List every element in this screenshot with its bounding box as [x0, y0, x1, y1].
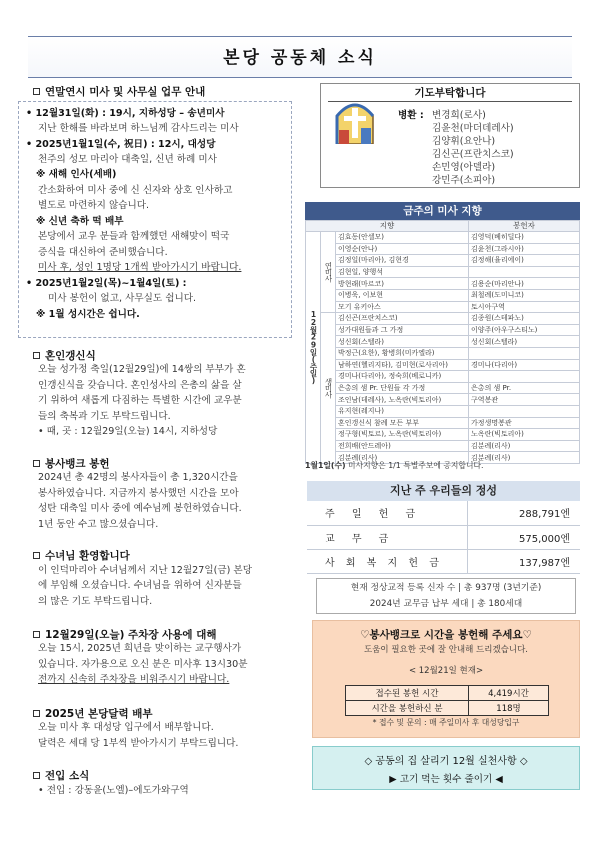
table-row — [307, 525, 580, 549]
table-row — [306, 347, 580, 359]
prayer-name: 김윤천(마더데레사) — [432, 123, 514, 134]
square-bullet-icon — [33, 710, 40, 717]
text-line: 오늘 미사 후 대성당 입구에서 배부합니다. — [38, 722, 214, 733]
column-header: 지향 — [306, 221, 469, 232]
table-row — [306, 255, 580, 267]
text-line: 전까지 신속히 주차장을 비워주시기 바랍니다. — [38, 674, 230, 685]
census-line: 현재 정상교적 등록 신자 수 | 총 937명 (3년기준) — [350, 583, 542, 593]
intention-cell: 성신회(스텔라) — [336, 336, 469, 348]
bank-label: 접수된 봉헌 시간 — [346, 686, 469, 701]
square-bullet-icon — [33, 552, 40, 559]
table-row — [306, 301, 580, 313]
bank-text: 도움이 필요한 곳에 잘 안내해 드리겠습니다. — [363, 645, 528, 655]
practice-title: ◇ 공동의 집 살리기 12월 실천사항 ◇ — [364, 756, 528, 767]
text-line: 본당에서 교우 분들과 함께했던 새해맞이 떡국 — [38, 231, 230, 242]
stained-glass-cross-icon — [333, 100, 377, 144]
section-title: 연말연시 미사 및 사무실 업무 안내 — [45, 86, 206, 98]
table-row — [306, 336, 580, 348]
table-row — [307, 549, 580, 573]
table-row — [306, 266, 580, 278]
offerer-cell: 김분례(리사) — [469, 440, 580, 452]
bank-note: * 접수 및 문의 : 매 주일미사 후 대성당입구 — [372, 718, 520, 727]
offerer-cell: 김분례(리사) — [469, 452, 580, 464]
prayer-name: 김양휘(요안나) — [432, 136, 496, 147]
text-line: 천주의 성모 마리아 대축일, 신년 하례 미사 — [38, 154, 217, 165]
table-row — [306, 405, 580, 417]
text-line: 인갱신식을 갖습니다. 혼인성사의 은총의 삶을 살 — [38, 380, 242, 391]
offerer-cell: 은총의 샘 Pr. — [469, 382, 580, 394]
offering-amount: 288,791엔 — [467, 501, 580, 525]
offerer-cell: 김용순(마리안나) — [469, 278, 580, 290]
offerer-cell: 가정생명봉관 — [469, 417, 580, 429]
table-row — [306, 289, 580, 301]
section-service-bank — [33, 456, 110, 471]
table-row — [306, 243, 580, 255]
offerer-cell: 노옥란(빅토리아) — [469, 429, 580, 441]
mass-intentions-table — [305, 220, 580, 464]
section-year-end-mass — [33, 84, 205, 99]
offerer-cell — [469, 371, 580, 383]
table-row — [306, 417, 580, 429]
intention-cell: 혼인갱신식 참례 모든 부부 — [336, 417, 469, 429]
section-nun-welcome — [33, 548, 130, 563]
table-row — [306, 278, 580, 290]
prayer-name: 강민주(소피아) — [432, 175, 496, 186]
offering-label: 주 일 헌 금 — [307, 501, 467, 525]
section-title: 혼인갱신식 — [45, 350, 96, 362]
text-line: 봉사하였습니다. 지금까지 봉사했던 시간을 모아 — [38, 488, 239, 499]
mass-group-label: 생미사 — [321, 313, 336, 464]
intention-cell: 김효동(안셀모) — [336, 232, 469, 244]
offerer-cell: 이양주(아우구스티노) — [469, 324, 580, 336]
table-row — [346, 686, 549, 701]
offering-header: 지난 주 우리들의 정성 — [307, 481, 580, 501]
intention-cell: 박정근(요한), 황병희(미카엘라) — [336, 347, 469, 359]
intention-cell: 조인남(데레사), 노옥란(빅토리아) — [336, 394, 469, 406]
column-header: 봉헌자 — [469, 221, 580, 232]
intention-cell: 경미나(다리아), 정숙희(베로니카) — [336, 371, 469, 383]
offering-table — [307, 501, 580, 574]
text-line: 성탄 대축일 미사 중에 예수님께 봉헌하였습니다. — [38, 503, 242, 514]
table-row — [306, 359, 580, 371]
table-row — [307, 501, 580, 525]
intention-cell: 이병욱, 이보현 — [336, 289, 469, 301]
text-line: 미사 봉헌이 없고, 사무실도 쉽니다. — [48, 293, 197, 304]
offerer-cell: 최철례(도미니코) — [469, 289, 580, 301]
bank-label: 시간을 봉헌하신 분 — [346, 701, 469, 716]
text-line: 들의 축복과 기도 부탁드립니다. — [38, 411, 171, 422]
square-bullet-icon — [33, 631, 40, 638]
square-bullet-icon — [33, 772, 40, 779]
text-line: 별도로 마련하지 않습니다. — [38, 200, 150, 211]
text-line: 의 많은 기도 부탁드립니다. — [38, 596, 153, 607]
prayer-name: 손민영(아델라) — [432, 162, 496, 173]
text-line: • 전입 : 강동윤(노엘)–에도가와구역 — [38, 785, 189, 796]
census-line: 2024년 교무금 납부 세대 | 총 180세대 — [369, 599, 523, 609]
text-line: 지난 한해를 바라보며 하느님께 감사드리는 미사 — [38, 123, 239, 134]
bank-title: ♡봉사뱅크로 시간을 봉헌해 주세요♡ — [360, 629, 532, 641]
square-bullet-icon — [33, 88, 40, 95]
prayer-title: 기도부탁합니다 — [414, 87, 486, 99]
table-row — [306, 382, 580, 394]
intention-cell: 방현래(마르코) — [336, 278, 469, 290]
text-line: 증식을 대신하여 준비했습니다. — [38, 247, 168, 258]
mass-intentions-header: 금주의 미사 지향 — [305, 202, 580, 220]
text-line: • 때, 곳 : 12월29일(오늘) 14시, 지하성당 — [38, 426, 218, 437]
text-line: 간소화하여 미사 중에 신 신자와 상호 인사하고 — [38, 185, 233, 196]
offerer-cell: 김종원(스테파노) — [469, 313, 580, 325]
text-line: ※ 새해 인사(세배) — [36, 169, 117, 180]
table-row — [306, 394, 580, 406]
intention-cell: 성가대원들과 그 가정 — [336, 324, 469, 336]
offerer-cell — [469, 405, 580, 417]
prayer-label: 병환 : — [398, 110, 424, 121]
offerer-cell — [469, 347, 580, 359]
table-row — [306, 371, 580, 383]
bulletin-title: 본당 공동체 소식 — [223, 48, 377, 68]
offerer-cell: 토시아구역 — [469, 301, 580, 313]
text-line: 오늘 성가정 축일(12월29일)에 14쌍의 부부가 혼 — [38, 364, 246, 375]
offerer-cell: 김정해(율리에이) — [469, 255, 580, 267]
offerer-cell: 경미나(다리아) — [469, 359, 580, 371]
offerer-cell — [469, 266, 580, 278]
intention-cell: 김현일, 양행석 — [336, 266, 469, 278]
table-row — [306, 232, 580, 244]
table-row — [306, 313, 580, 325]
text-line: ※ 신년 축하 떡 배부 — [36, 216, 124, 227]
bank-date: < 12월21일 현재> — [408, 666, 484, 676]
intention-cell: 김신곤(프란치스코) — [336, 313, 469, 325]
text-line: • 2025년1월2일(목)~1월4일(토) : — [26, 278, 187, 289]
section-calendar — [33, 706, 153, 721]
offerer-cell: 김영덕(베히딜다) — [469, 232, 580, 244]
text-line: 에 부임해 오셨습니다. 수녀님을 위하여 신자분들 — [38, 580, 242, 591]
section-marriage — [33, 348, 96, 363]
text-line: 기 위하여 새롭게 다짐하는 특별한 시간에 교우분 — [38, 395, 242, 406]
square-bullet-icon — [33, 352, 40, 359]
bank-value: 118명 — [469, 701, 549, 716]
intention-cell: 김분례(리사) — [336, 452, 469, 464]
practice-item: ▶ 고기 먹는 횟수 줄이기 ◀ — [389, 774, 503, 785]
census-box — [316, 578, 576, 614]
offering-label: 교 무 금 — [307, 525, 467, 549]
square-bullet-icon — [33, 460, 40, 467]
text-line: 미사 후, 성인 1명당 1개씩 받아가시기 바랍니다. — [38, 262, 242, 273]
masthead — [28, 36, 572, 78]
text-line: 있습니다. 자가용으로 오신 분은 미사후 13시30분 — [38, 659, 248, 670]
intention-cell: 은총의 샘 Pr. 단원들 각 가정 — [336, 382, 469, 394]
section-title: 전입 소식 — [45, 770, 90, 782]
table-row — [306, 440, 580, 452]
text-line: 1년 동안 수고 많으셨습니다. — [38, 519, 159, 530]
offering-label: 사 회 복 지 헌 금 — [307, 549, 467, 573]
table-row — [306, 429, 580, 441]
bank-value: 4,419시간 — [469, 686, 549, 701]
section-title: 수녀님 환영합니다 — [45, 550, 130, 562]
text-line: 오늘 15시, 2025년 희년을 맞이하는 교구행사가 — [38, 643, 242, 654]
offerer-cell: 성신회(스텔라) — [469, 336, 580, 348]
table-row — [306, 324, 580, 336]
text-line: 이 인덕마리아 수녀님께서 지난 12월27일(금) 본당 — [38, 565, 252, 576]
offerer-cell: 김윤천(그라시아) — [469, 243, 580, 255]
mass-group-label: 연미사 — [321, 232, 336, 313]
prayer-name: 변경희(로사) — [432, 110, 486, 121]
section-title: 2025년 본당달력 배부 — [45, 708, 153, 720]
offering-amount: 575,000엔 — [467, 525, 580, 549]
offerer-cell: 구역봉관 — [469, 394, 580, 406]
prayer-name: 김신곤(프란치스코) — [432, 149, 514, 160]
mass-note — [305, 460, 580, 471]
section-title: 봉사뱅크 봉헌 — [45, 458, 110, 470]
intention-cell: 모기 유키아스 — [336, 301, 469, 313]
section-parking — [33, 627, 217, 642]
section-transfer — [33, 768, 89, 783]
text-line: • 2025년1월1일(수, 祝日) : 12시, 대성당 — [26, 139, 216, 150]
table-row — [346, 701, 549, 716]
intention-cell: 유지현(레지나) — [336, 405, 469, 417]
intention-cell: 김정일(마리아), 김현경 — [336, 255, 469, 267]
intention-cell: 정구형(빅토르), 노옥란(빅토리아) — [336, 429, 469, 441]
service-bank-table — [345, 685, 549, 716]
intention-cell: 남하연(헬리지타), 김미현(로사리아) — [336, 359, 469, 371]
offering-amount: 137,987엔 — [467, 549, 580, 573]
intention-cell: 전희배(안드레아) — [336, 440, 469, 452]
mass-note-date: 1월1일(수) — [305, 461, 346, 470]
text-line: 달력은 세대 당 1부씩 받아가시기 부탁드립니다. — [38, 738, 239, 749]
text-line: • 12월31일(화) : 19시, 지하성당 – 송년미사 — [26, 108, 225, 119]
mass-date: 12월29일(주일) — [306, 232, 321, 464]
text-line: 2024년 총 42명의 봉사자들이 총 1,320시간을 — [38, 472, 238, 483]
text-line: ※ 1월 성시간은 쉽니다. — [36, 309, 140, 320]
intention-cell: 이영순(안나) — [336, 243, 469, 255]
section-title: 12월29일(오늘) 주차장 사용에 대해 — [45, 629, 217, 641]
mass-note-text: 미사지향은 1/1 특별주보에 공지합니다. — [345, 461, 484, 470]
